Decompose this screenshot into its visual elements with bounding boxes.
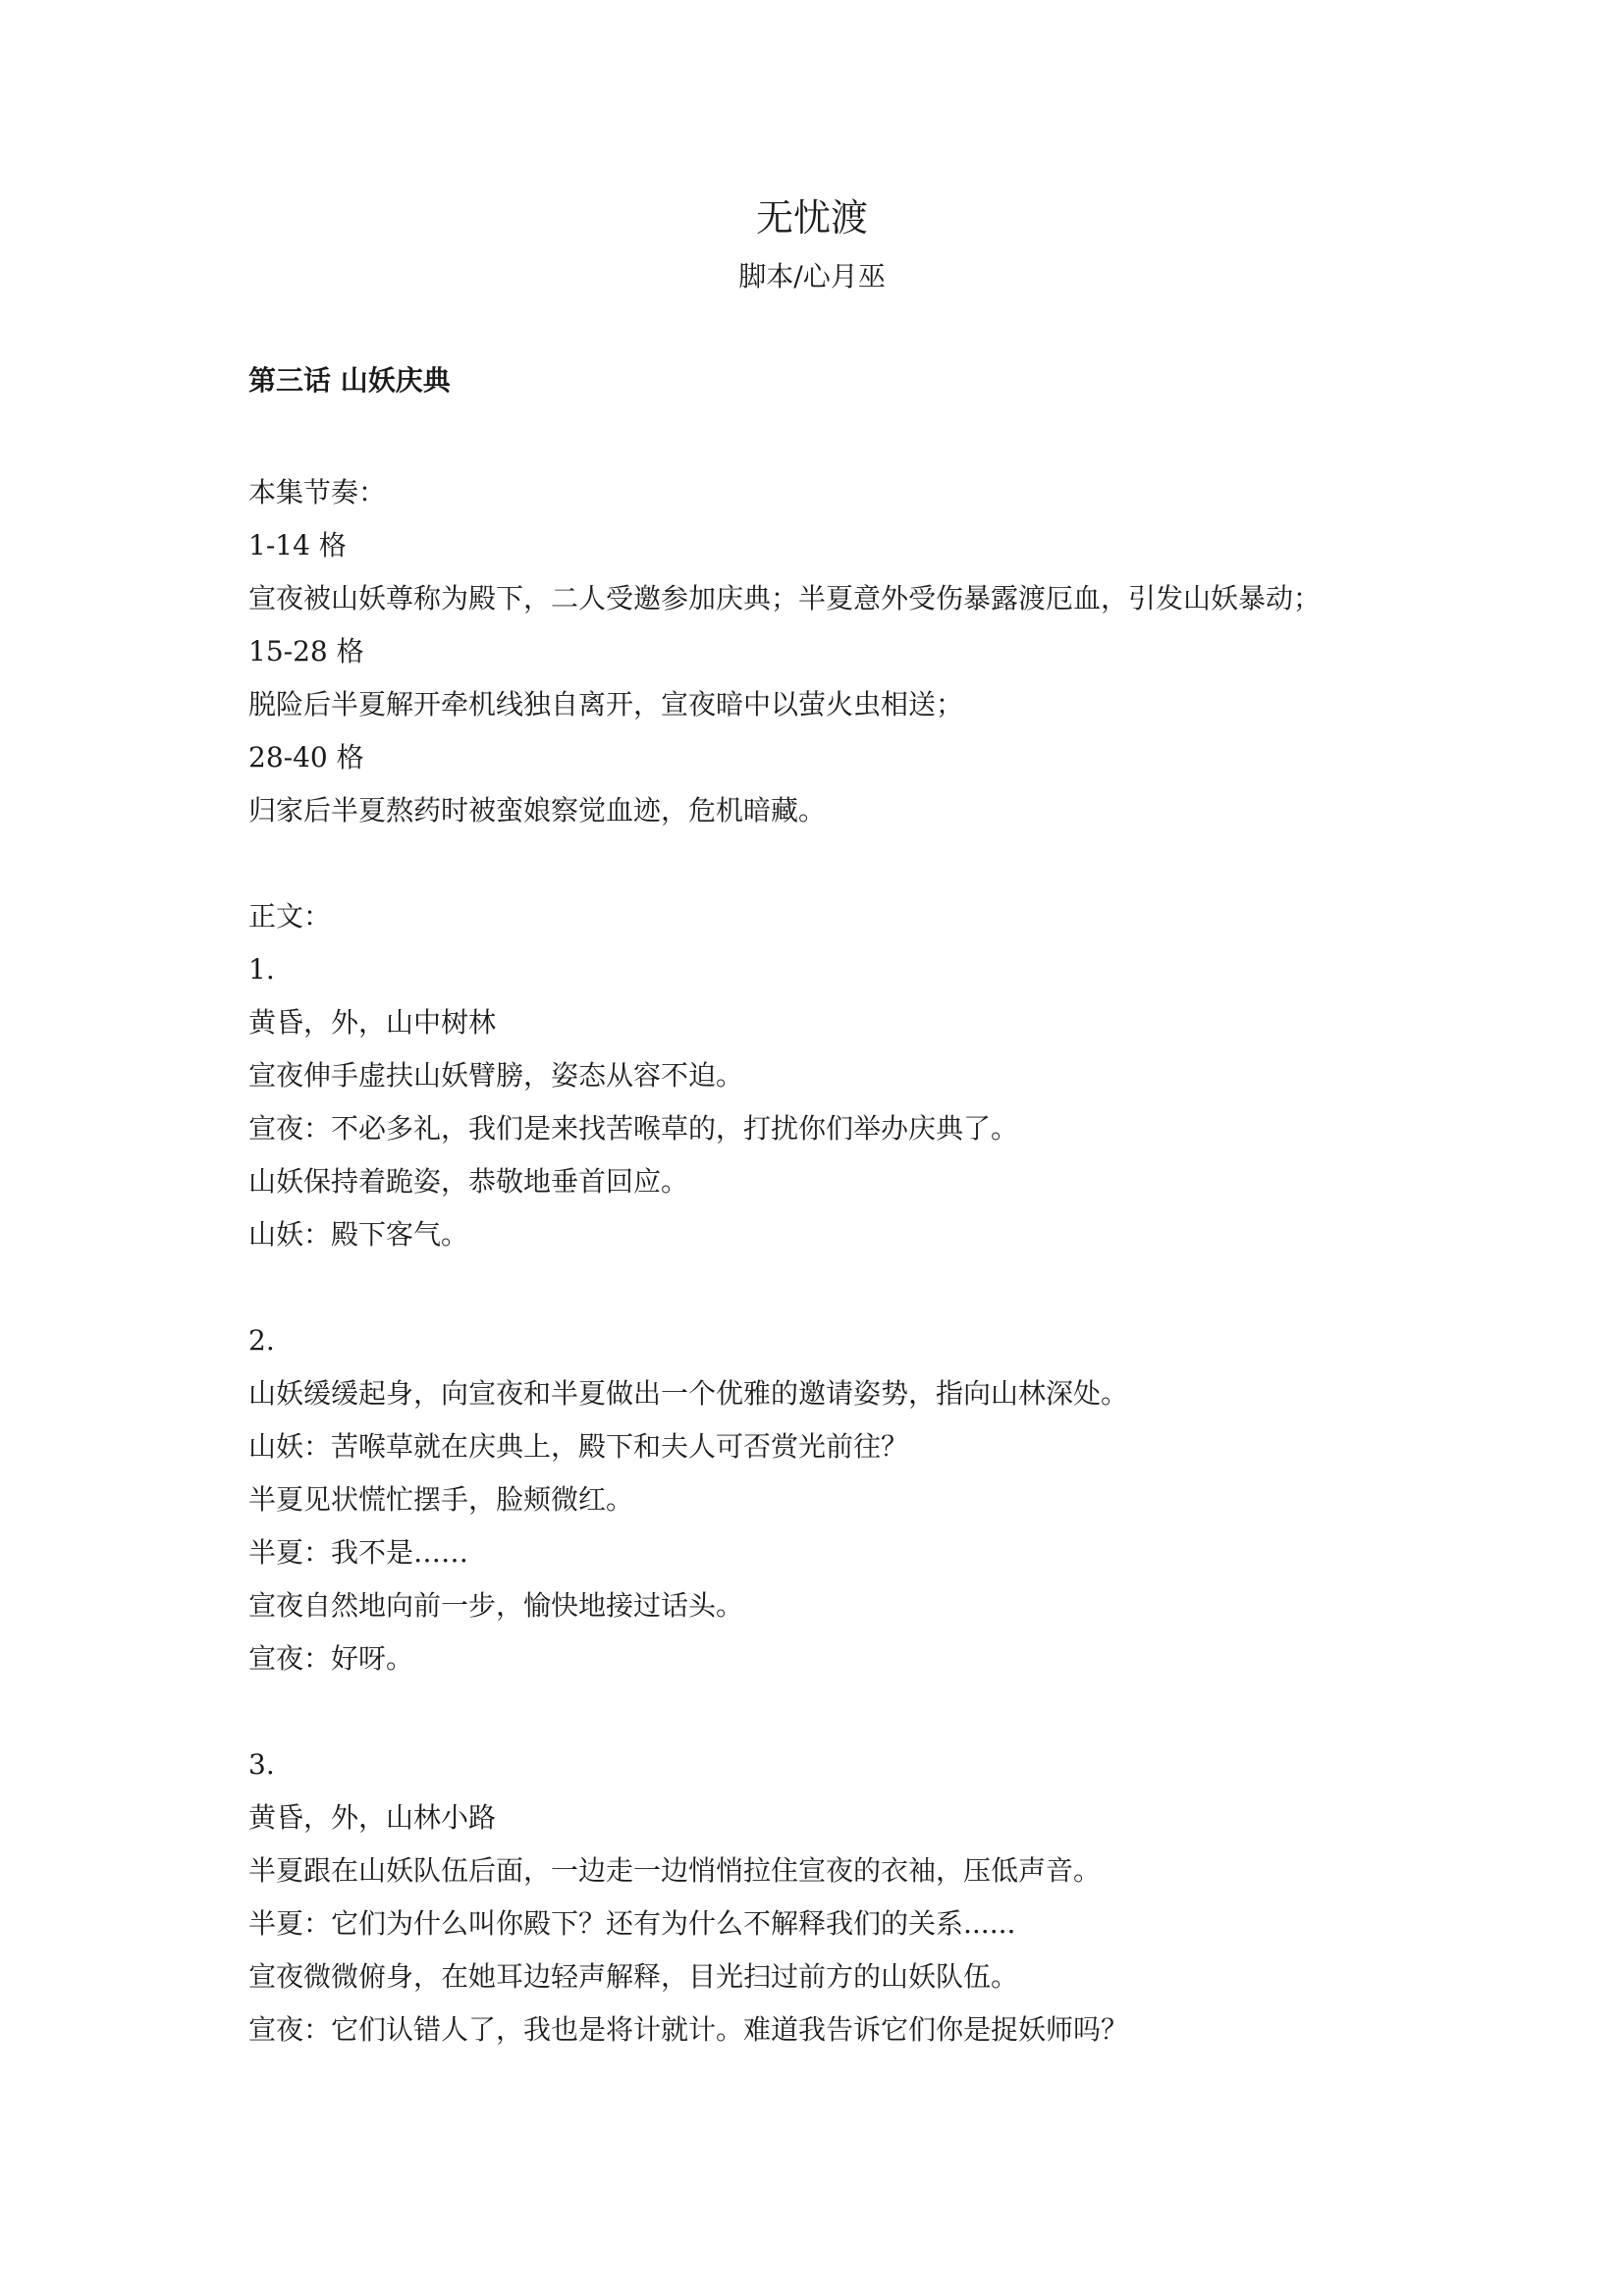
- scene-line: 宣夜：它们认错人了，我也是将计就计。难道我告诉它们你是捉妖师吗？: [248, 2013, 1129, 2046]
- scene-number: 3.: [248, 1748, 275, 1781]
- scene-line: 宣夜自然地向前一步，愉快地接过话头。: [248, 1589, 744, 1622]
- scene-line: 半夏跟在山妖队伍后面，一边走一边悄悄拉住宣夜的衣袖，压低声音。: [248, 1854, 1102, 1887]
- rhythm-line: 脱险后半夏解开牵机线独自离开，宣夜暗中以萤火虫相送；: [248, 688, 964, 721]
- scene-line: 山妖：苦喉草就在庆典上，殿下和夫人可否赏光前往？: [248, 1430, 909, 1463]
- document-author: 脚本/心月巫: [738, 260, 886, 293]
- rhythm-line: 宣夜被山妖尊称为殿下，二人受邀参加庆典；半夏意外受伤暴露渡厄血，引发山妖暴动；: [248, 582, 1322, 614]
- scene-1: [248, 950, 1407, 1255]
- scene-line: 宣夜伸手虚扶山妖臂膀，姿态从容不迫。: [248, 1059, 744, 1092]
- body-section: [248, 897, 1407, 2050]
- scene-line: 山妖：殿下客气。: [248, 1218, 469, 1251]
- rhythm-line: 归家后半夏熬药时被蛮娘察觉血迹，危机暗藏。: [248, 794, 827, 827]
- document-body: [248, 361, 1407, 2063]
- scene-line: 半夏：它们为什么叫你殿下？还有为什么不解释我们的关系......: [248, 1907, 1016, 1940]
- scene-line: 黄昏，外，山林小路: [248, 1801, 497, 1834]
- scene-line: 山妖缓缓起身，向宣夜和半夏做出一个优雅的邀请姿势，指向山林深处。: [248, 1377, 1129, 1410]
- spacer: [248, 844, 1407, 897]
- scene-3: [248, 1745, 1407, 2050]
- scene-line: 宣夜微微俯身，在她耳边轻声解释，目光扫过前方的山妖队伍。: [248, 1960, 1019, 1993]
- document-header: [0, 192, 1624, 296]
- rhythm-label: 本集节奏：: [248, 476, 387, 508]
- scene-line: 黄昏，外，山中树林: [248, 1006, 497, 1039]
- spacer: [248, 1692, 1407, 1745]
- episode-heading: 第三话 山妖庆典: [248, 364, 451, 397]
- scene-line: 山妖保持着跪姿，恭敬地垂首回应。: [248, 1165, 689, 1198]
- rhythm-line: 28-40 格: [248, 741, 364, 774]
- body-label: 正文：: [248, 900, 332, 933]
- scene-line: 宣夜：好呀。: [248, 1642, 414, 1675]
- scene-line: 半夏：我不是……: [248, 1536, 469, 1569]
- scene-line: 宣夜：不必多礼，我们是来找苦喉草的，打扰你们举办庆典了。: [248, 1112, 1019, 1145]
- rhythm-section: [248, 473, 1407, 830]
- scene-number: 2.: [248, 1324, 275, 1357]
- document-title: 无忧渡: [755, 196, 868, 240]
- scene-2: [248, 1321, 1407, 1679]
- rhythm-line: 15-28 格: [248, 635, 364, 667]
- spacer: [248, 1268, 1407, 1321]
- rhythm-line: 1-14 格: [248, 529, 347, 561]
- scene-number: 1.: [248, 953, 275, 986]
- scene-line: 半夏见状慌忙摆手，脸颊微红。: [248, 1483, 634, 1516]
